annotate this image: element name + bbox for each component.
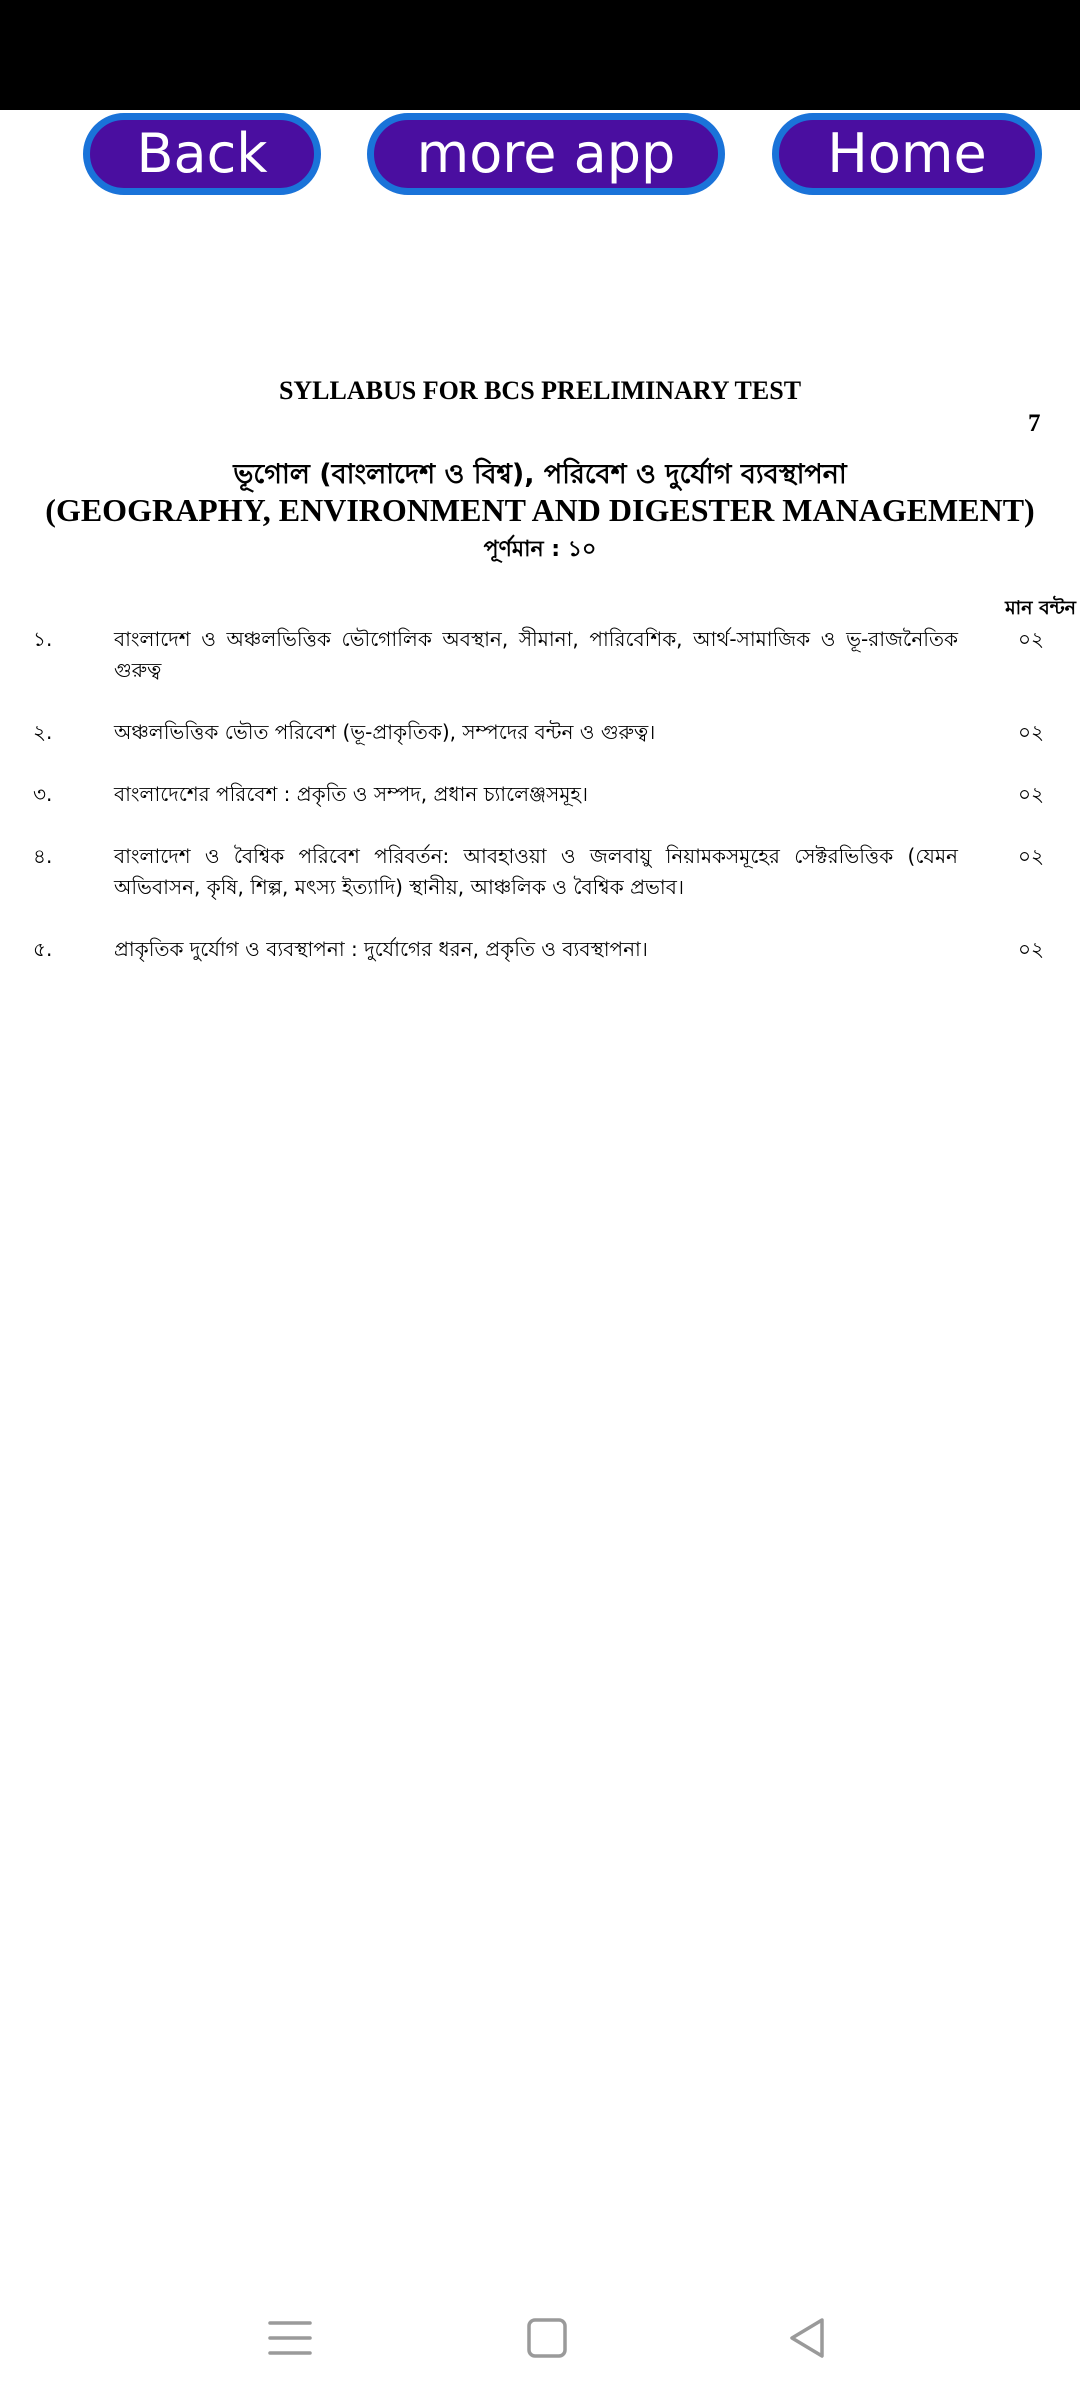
- item-text: প্রাকৃতিক দুর্যোগ ও ব্যবস্থাপনা : দুর্যোগের ধরন, প্রকৃতি ও ব্যবস্থাপনা।: [114, 937, 648, 961]
- square-home-icon[interactable]: [517, 2313, 577, 2363]
- item-marks: ০২: [1018, 627, 1045, 651]
- marks-distribution-header: মান বন্টন: [1005, 597, 1076, 619]
- subject-title-english: (GEOGRAPHY, ENVIRONMENT AND DIGESTER MANAGEMENT): [45, 492, 1035, 528]
- item-text: অঞ্চলভিত্তিক ভৌত পরিবেশ (ভূ-প্রাকৃতিক), সম্পদের বন্টন ও গুরুত্ব।: [114, 720, 656, 744]
- syllabus-item: [0, 779, 1080, 810]
- document-title: SYLLABUS FOR BCS PRELIMINARY TEST: [278, 376, 802, 405]
- subject-title-bangla: ভূগোল (বাংলাদেশ ও বিশ্ব), পরিবেশ ও দুর্যোগ ব্যবস্থাপনা: [233, 459, 847, 490]
- syllabus-item: [0, 717, 1080, 748]
- full-marks: পূর্ণমান : ১০: [483, 537, 597, 562]
- home-button[interactable]: Home: [772, 113, 1042, 195]
- menu-icon[interactable]: [260, 2313, 320, 2363]
- item-number: ৫.: [33, 937, 53, 961]
- syllabus-item: [0, 934, 1080, 965]
- syllabus-item: [0, 841, 1080, 903]
- syllabus-list: [0, 624, 1080, 996]
- status-bar: [0, 0, 1080, 110]
- item-number: ১.: [33, 627, 53, 651]
- item-marks: ০২: [1018, 844, 1045, 868]
- item-number: ২.: [33, 720, 53, 744]
- item-text: বাংলাদেশ ও অঞ্চলভিত্তিক ভৌগোলিক অবস্থান, সীমানা, পারিবেশিক, আর্থ-সামাজিক ও ভূ-রাজনৈতিক গুরুত্ব: [114, 627, 958, 682]
- item-text: বাংলাদেশ ও বৈশ্বিক পরিবেশ পরিবর্তন: আবহাওয়া ও জলবায়ু নিয়ামকসমূহের সেক্টরভিত্তিক (যেমন অভিবাসন, কৃষি, শিল্প, মৎস্য ইত্যাদি) স্থানীয়, আঞ্চলিক ও বৈশ্বিক প্রভাব।: [114, 844, 958, 899]
- syllabus-item: [0, 624, 1080, 686]
- page-number: 7: [1028, 410, 1041, 437]
- item-text: বাংলাদেশের পরিবেশ : প্রকৃতি ও সম্পদ, প্রধান চ্যালেঞ্জসমূহ।: [114, 782, 589, 806]
- back-button[interactable]: Back: [83, 113, 321, 195]
- item-marks: ০২: [1018, 720, 1045, 744]
- item-marks: ০২: [1018, 937, 1045, 961]
- item-marks: ০২: [1018, 782, 1045, 806]
- triangle-back-icon[interactable]: [778, 2313, 838, 2363]
- item-number: ৩.: [33, 782, 53, 806]
- item-number: ৪.: [33, 844, 53, 868]
- more-app-button[interactable]: more app: [367, 113, 725, 195]
